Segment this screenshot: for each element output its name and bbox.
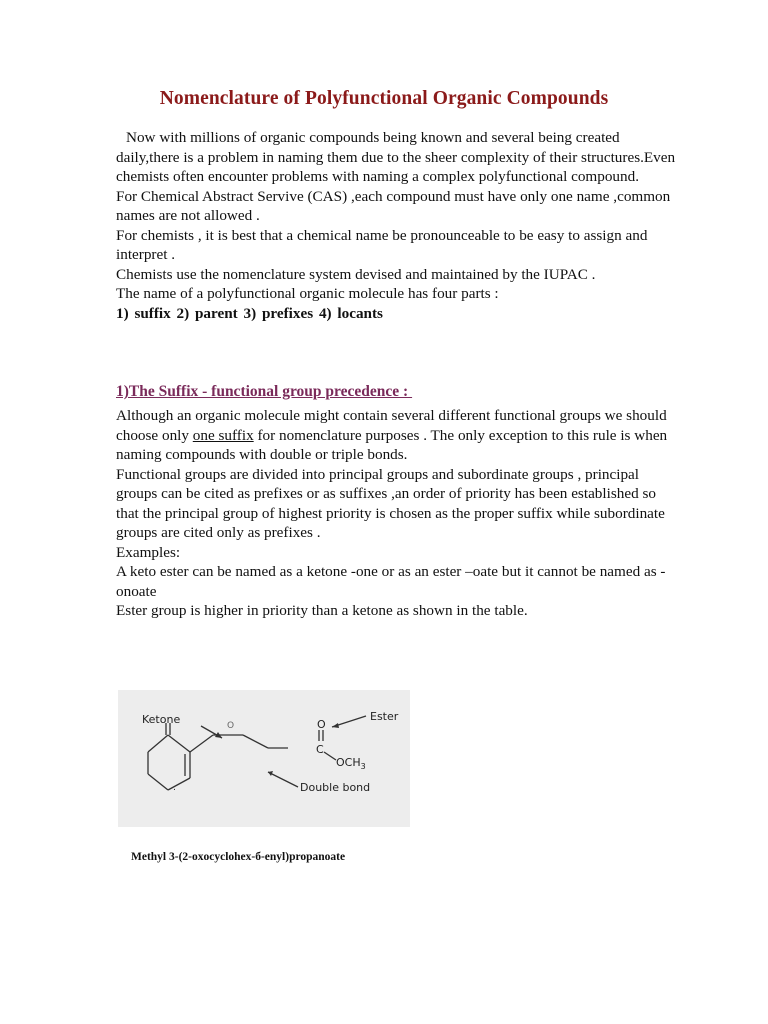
structure-figure	[118, 690, 410, 827]
carbonyl-oxygen: O	[317, 718, 326, 731]
methoxy-subscript: 3	[360, 762, 366, 771]
page-title: Nomenclature of Polyfunctional Organic Compounds	[159, 88, 609, 109]
paragraph-text: Although an organic molecule might contain several different functional groups we should choose only	[116, 407, 667, 444]
intro-paragraph: Now with millions of organic compounds being known and several being created daily,there is a problem in naming them due to the sheer complexity of their structures.Even chemists often encounter problems with naming a complex polyfunctional compound.	[116, 129, 676, 185]
underlined-phrase: one suffix	[192, 426, 254, 444]
section-paragraph	[116, 406, 676, 465]
section-paragraph: Ester group is higher in priority than a ketone as shown in the table.	[116, 602, 528, 619]
chain-bond	[243, 735, 268, 748]
methoxy-atoms: OCH	[336, 756, 361, 769]
intro-block	[116, 128, 676, 323]
ring-bond	[168, 778, 190, 790]
ester-label: Ester	[370, 710, 399, 723]
ring-bond	[148, 735, 168, 752]
section-heading-suffix: 1)The Suffix - functional group precedence :	[116, 383, 413, 400]
four-parts-list: 1) suffix 2) parent 3) prefixes 4) locants	[116, 304, 383, 322]
intro-paragraph: Chemists use the nomenclature system devised and maintained by the IUPAC .	[116, 265, 596, 283]
chain-bond	[190, 735, 213, 752]
section-paragraph: Functional groups are divided into principal groups and subordinate groups , principal groups can be cited as prefixes or as suffixes ,an order of priority has been established so that the principal group of highest priority is chosen as the proper suffix while subordinate groups are cited only as prefixes .	[116, 465, 665, 541]
carbonyl-carbon: C	[316, 743, 324, 756]
ketone-oxygen: O	[227, 721, 235, 731]
double-bond-label: Double bond	[300, 781, 371, 794]
molecule-diagram	[118, 690, 410, 827]
ester-bond	[324, 752, 336, 760]
double-bond-pointer	[268, 772, 298, 787]
figure-caption: Methyl 3-(2-oxocyclohex-б-enyl)propanoate	[131, 851, 346, 863]
intro-paragraph: For chemists , it is best that a chemical name be pronounceable to be easy to assign and interpret .	[116, 226, 648, 263]
intro-paragraph: For Chemical Abstract Servive (CAS) ,each compound must have only one name ,common names are not allowed .	[116, 187, 671, 224]
ring-bond	[168, 735, 190, 752]
intro-paragraph: The name of a polyfunctional organic molecule has four parts :	[116, 285, 499, 302]
paragraph-text: for nomenclature purposes . The only exception to this rule is when naming compounds with double or triple bonds.	[116, 426, 668, 463]
ring-bond	[148, 774, 168, 790]
stray-mark: .	[173, 783, 176, 793]
section-paragraph: Examples:	[116, 543, 181, 561]
ketone-label: Ketone	[142, 713, 181, 726]
methoxy-group	[336, 756, 366, 771]
section-body	[116, 406, 676, 621]
section-paragraph: A keto ester can be named as a ketone -one or as an ester –oate but it cannot be named as -onoate	[116, 563, 666, 600]
